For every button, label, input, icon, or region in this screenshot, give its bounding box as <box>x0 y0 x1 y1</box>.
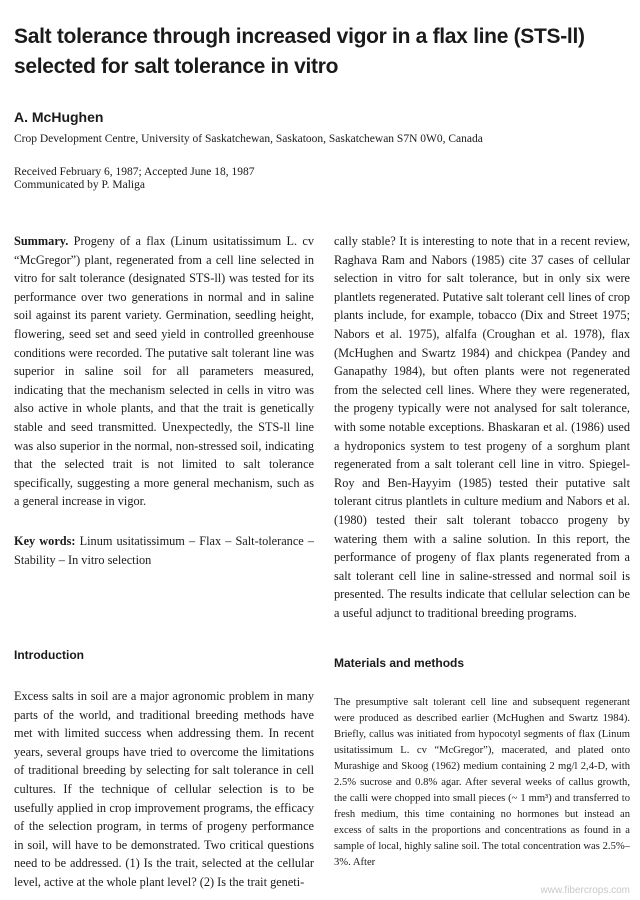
keywords-text: Linum usitatissimum – Flax – Salt-tolerance – Stability – In vitro selection <box>14 533 314 567</box>
right-column <box>334 232 630 870</box>
publication-dates <box>14 166 254 192</box>
paper-title: Salt tolerance through increased vigor in a flax line (STS-ll) selected for salt tolerance in vitro <box>14 25 585 78</box>
introduction-heading: Introduction <box>14 648 84 663</box>
introduction-text: Excess salts in soil are a major agronomic problem in many parts of the world, and traditional breeding methods have met with limited success when addressing them. In recent years, several groups have tried to overcome the limitations of traditional breeding by selecting for salt tolerance in cell cultures. If the technique of cellular selection is to be usefully applied in crop improvement programs, the efficacy of the selection program, in terms of progeny performance in soil, will have to be demonstrated. Two critical questions need to be addressed. (1) Is the trait, selected at the cellular level, active at the whole plant level? (2) Is the trait geneti- <box>14 689 314 890</box>
author-name: A. McHughen <box>14 109 104 125</box>
author-affiliation: Crop Development Centre, University of Saskatchewan, Saskatoon, Saskatchewan S7N 0W0, Canada <box>14 133 483 145</box>
keywords-label: Key words: <box>14 533 76 548</box>
keywords-paragraph <box>14 532 314 569</box>
summary-paragraph <box>14 232 314 511</box>
summary-text: Progeny of a flax (Linum usitatissimum L. cv “McGregor”) plant, regenerated from a cell line selected in vitro for salt tolerance (designated STS-ll) was tested for its performance over two generations in normal and in saline soil against its parent variety. Germination, seedling height, flowering, seed set and seed yield in controlled greenhouse conditions were recorded. The putative salt tolerant line was superior in saline soil for all parameters measured, indicating that the mechanism selected in cells in vitro was also active in whole plants, and that the trait is genetically stable and seed transmitted. Unexpectedly, the STS-ll line was also superior in the normal, non-stressed soil, indicating that the selected trait is not limited to salt tolerance specifically, suggesting a more general mechanism, such as a general increase in vigor. <box>14 234 314 509</box>
methods-text: The presumptive salt tolerant cell line and subsequent regenerant were produced as described earlier (McHughen and Swartz 1984). Briefly, callus was initiated from hypocotyl segments of flax (Linum usitatissimum L. cv “McGregor”), macerated, and plated onto Murashige and Skoog (1962) medium containing 2 mg/l 2,4-D, with 2.5% sucrose and 0.8% agar. After several weeks of callus growth, the calli were chopped into small pieces (~ 1 mm³) and transferred to fresh medium, this time containing no hormones but instead an excess of salts in the proportions and concentrations as found in a sample of local, highly saline soil. The total concentration was 2.5%–3%. After <box>334 697 630 868</box>
methods-heading: Materials and methods <box>334 656 465 671</box>
left-column <box>14 232 314 892</box>
summary-label: Summary. <box>14 234 69 248</box>
received-accepted-line: Received February 6, 1987; Accepted June 18, 1987 <box>14 166 255 178</box>
communicated-by-line: Communicated by P. Maliga <box>14 179 145 191</box>
watermark-text: www.fibercrops.com <box>540 885 630 896</box>
introduction-continued-text: cally stable? It is interesting to note that in a recent review, Raghava Ram and Nabors (1985) cite 37 cases of cellular selection in vitro for salt tolerance, but in only six were plantlets regenerated. Putative salt tolerant cell lines of crop plants include, for example, tobacco (Dix and Street 1975; Nabors et al. 1975), alfalfa (Croughan et al. 1978), flax (McHughen and Swartz 1984) and chickpea (Pandey and Ganapathy 1984), but often plants were not regenerated from the selected cell lines. Where they were regenerated, the progeny typically were not analysed for salt tolerance, with some notable exceptions. Bhaskaran et al. (1986) used a hydroponics system to test progeny of a sorghum plant regenerated from a salt tolerant cell line in vitro. Spiegel-Roy and Ben-Hayyim (1985) tested their putative salt tolerant citrus plantlets in culture medium and Nabors et al. (1980) tested their salt tolerant tobacco progeny by watering them with a saline solution. In this report, the performance of progeny of flax plants regenerated from a salt tolerant cell line in saline-stressed and normal soil is presented. The results indicate that cellular selection can be a useful adjunct to traditional breeding programs. <box>334 234 630 620</box>
